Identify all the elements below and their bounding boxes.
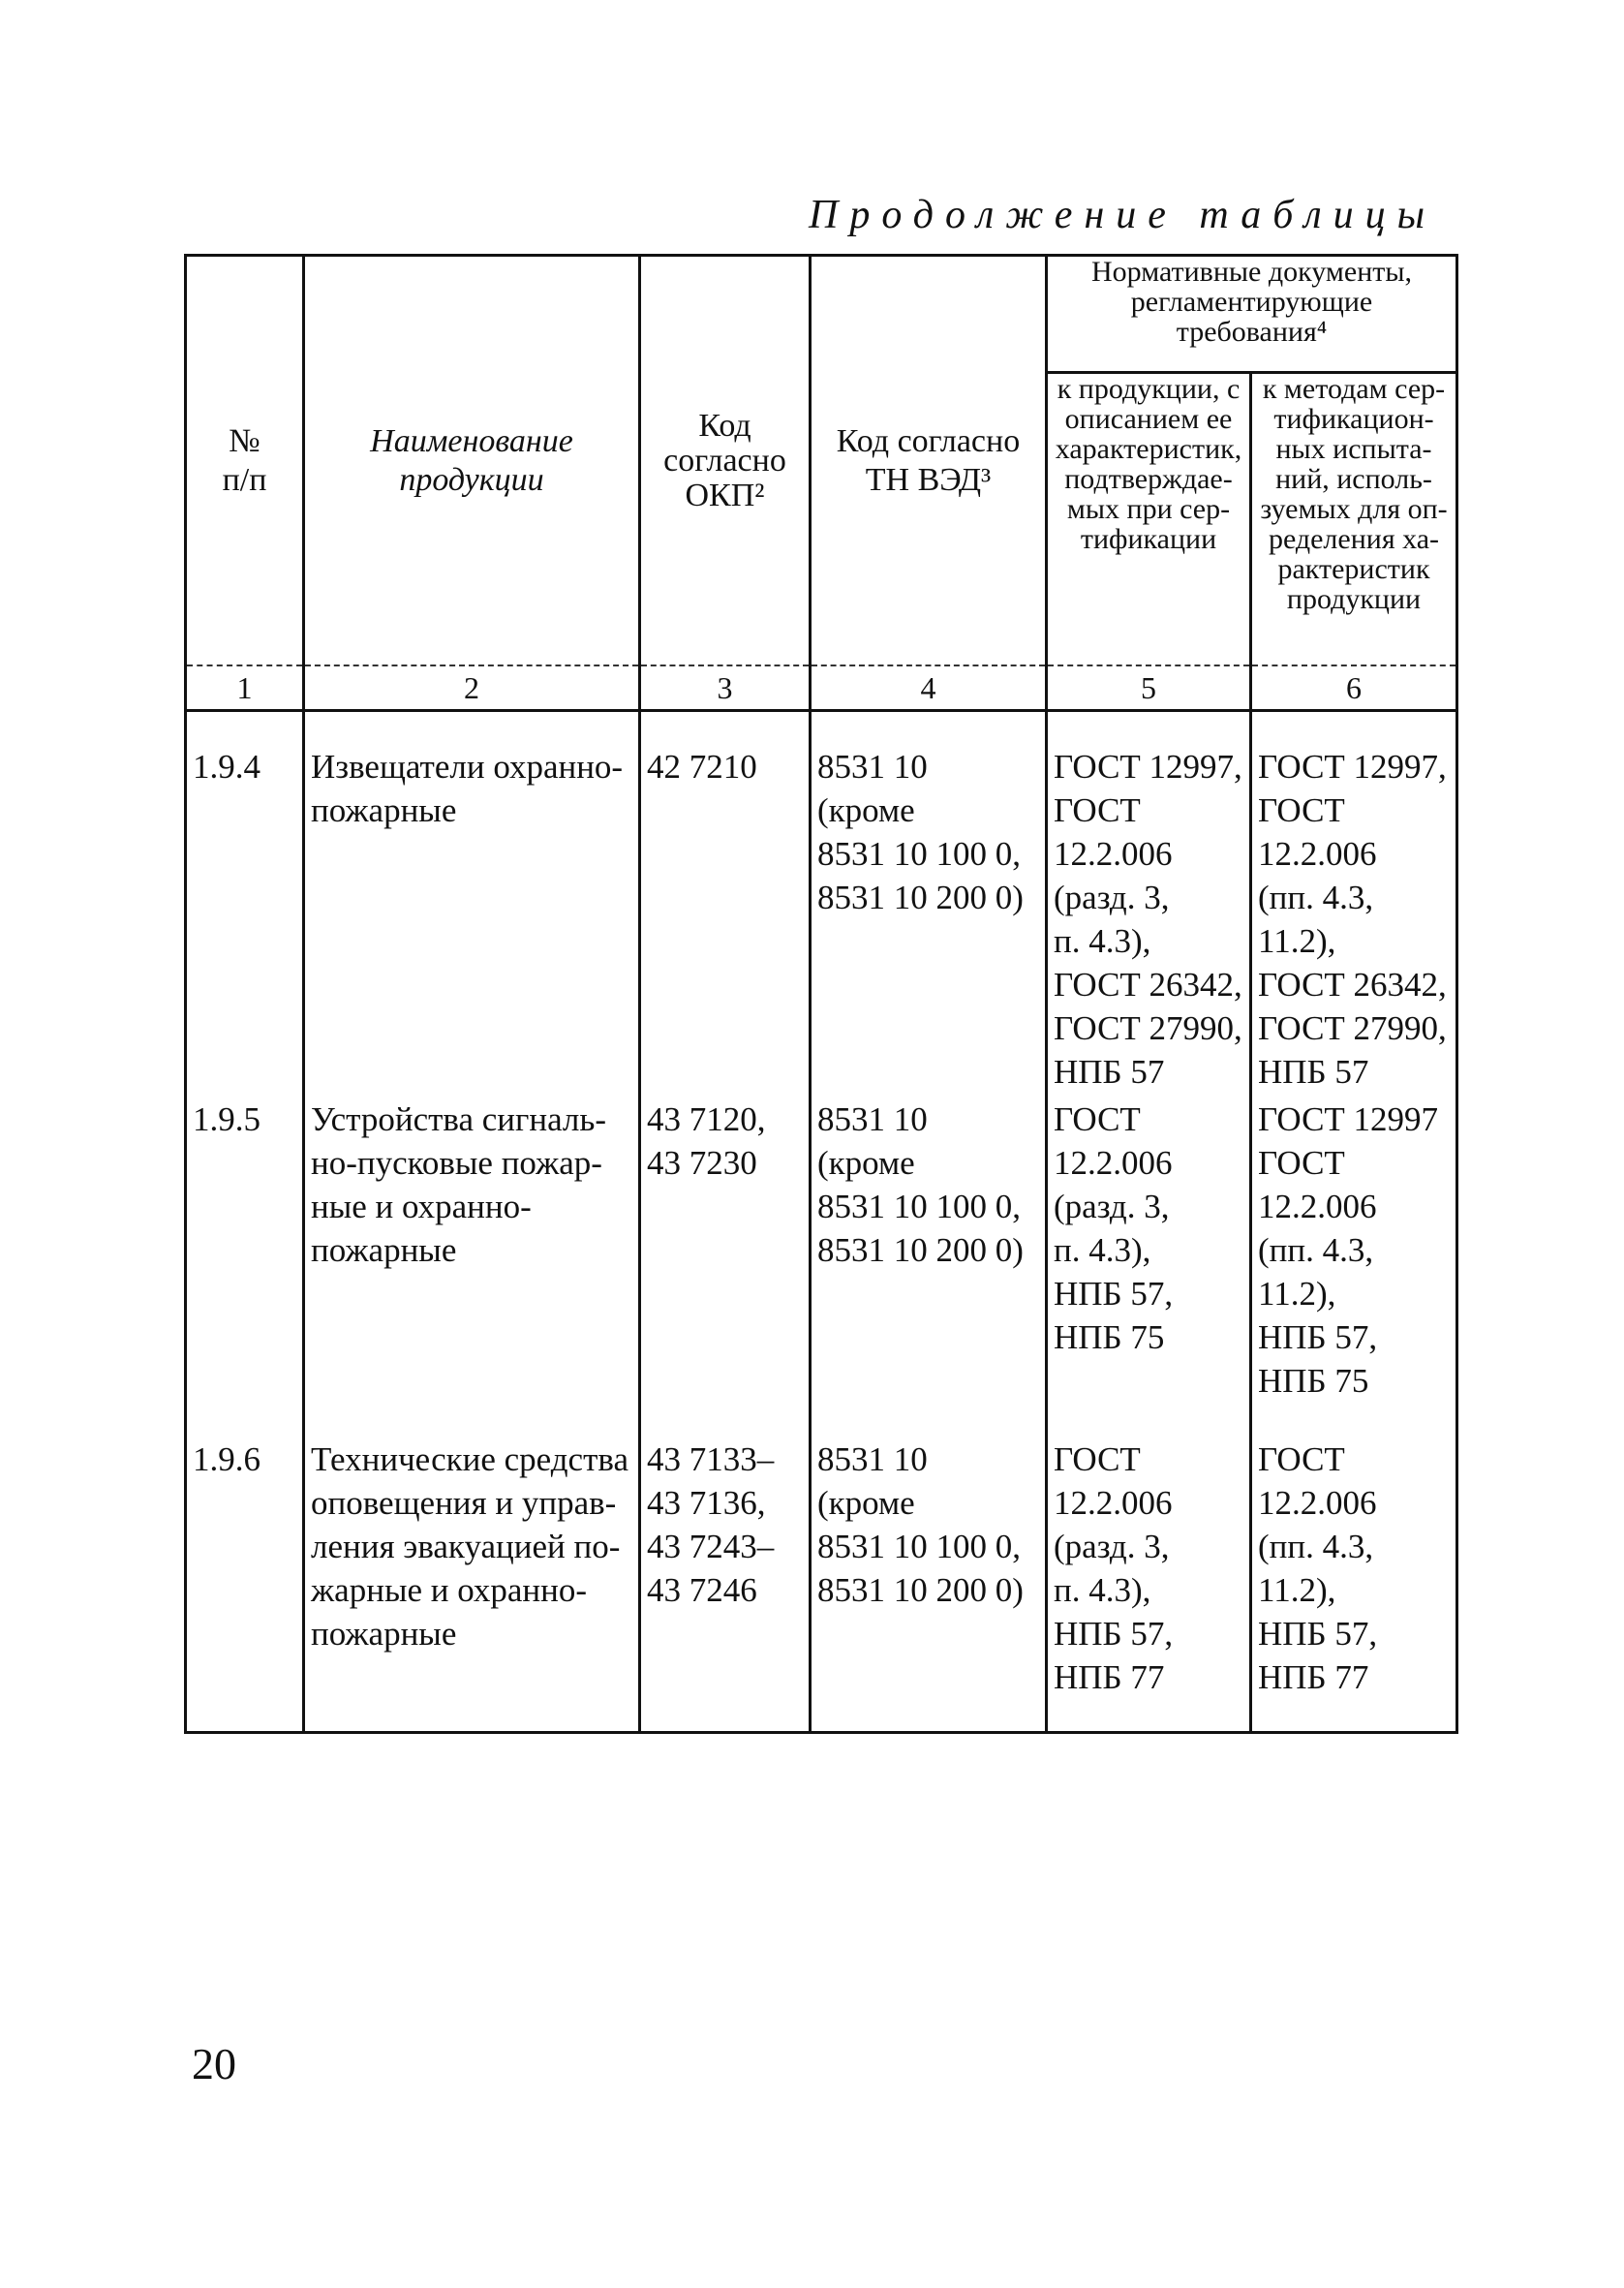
column-number: 3 [640, 665, 811, 711]
header-product-docs: к продукции, с описанием ее характеристик, подтверждае- мых при сер- тификации [1047, 373, 1251, 666]
product-docs: ГОСТ 12997, ГОСТ 12.2.006 (разд. 3, п. 4.3), ГОСТ 26342, ГОСТ 27990, НПБ 57 [1047, 711, 1251, 1095]
method-docs: ГОСТ 12997 ГОСТ 12.2.006 (пп. 4.3, 11.2), НПБ 57, НПБ 75 [1251, 1094, 1457, 1434]
okp-code: 43 7133– 43 7136, 43 7243– 43 7246 [640, 1434, 811, 1733]
header-number: № п/п [186, 256, 304, 666]
header-normative-docs: Нормативные документы, регламентирующие требования⁴ [1047, 256, 1457, 373]
table-row [186, 711, 1457, 1095]
column-number: 4 [811, 665, 1047, 711]
product-name: Технические средства оповещения и управ- ления эвакуацией по- жарные и охранно- пожарные [304, 1434, 640, 1733]
product-name: Устройства сигналь- но-пусковые пожар- ные и охранно- пожарные [304, 1094, 640, 1434]
header-tnved-code: Код согласно ТН ВЭД³ [811, 256, 1047, 666]
row-number: 1.9.4 [186, 711, 304, 1095]
certification-table [184, 254, 1458, 1734]
column-number: 6 [1251, 665, 1457, 711]
row-number: 1.9.6 [186, 1434, 304, 1733]
table-row [186, 1434, 1457, 1733]
row-number: 1.9.5 [186, 1094, 304, 1434]
table-row [186, 1094, 1457, 1434]
tnved-code: 8531 10 (кроме 8531 10 100 0, 8531 10 200 0) [811, 711, 1047, 1095]
column-number: 1 [186, 665, 304, 711]
method-docs: ГОСТ 12.2.006 (пп. 4.3, 11.2), НПБ 57, НПБ 77 [1251, 1434, 1457, 1733]
product-docs: ГОСТ 12.2.006 (разд. 3, п. 4.3), НПБ 57, НПБ 75 [1047, 1094, 1251, 1434]
continuation-heading: Продолжение таблицы [809, 193, 1437, 237]
header-method-docs: к методам сер- тификацион- ных испыта- ний, исполь- зуемых для оп- ределения ха- рактеристик продукции [1251, 373, 1457, 666]
product-name: Извещатели охранно- пожарные [304, 711, 640, 1095]
tnved-code: 8531 10 (кроме 8531 10 100 0, 8531 10 200 0) [811, 1094, 1047, 1434]
method-docs: ГОСТ 12997, ГОСТ 12.2.006 (пп. 4.3, 11.2), ГОСТ 26342, ГОСТ 27990, НПБ 57 [1251, 711, 1457, 1095]
column-number: 5 [1047, 665, 1251, 711]
header-okp-code: Код согласно ОКП² [640, 256, 811, 666]
header-product-name: Наименование продукции [304, 256, 640, 666]
column-number: 2 [304, 665, 640, 711]
okp-code: 42 7210 [640, 711, 811, 1095]
okp-code: 43 7120, 43 7230 [640, 1094, 811, 1434]
tnved-code: 8531 10 (кроме 8531 10 100 0, 8531 10 200 0) [811, 1434, 1047, 1733]
page-number: 20 [192, 2039, 236, 2088]
product-docs: ГОСТ 12.2.006 (разд. 3, п. 4.3), НПБ 57, НПБ 77 [1047, 1434, 1251, 1733]
